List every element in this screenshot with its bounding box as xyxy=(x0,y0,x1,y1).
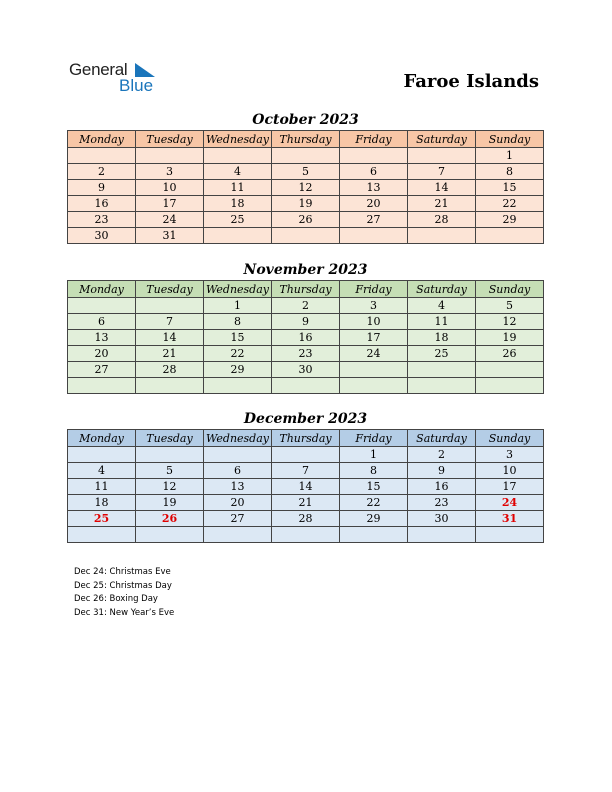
day-cell: 13 xyxy=(68,330,136,346)
day-cell: 20 xyxy=(204,495,272,511)
day-cell xyxy=(340,527,408,543)
day-cell: 7 xyxy=(272,463,340,479)
day-cell: 23 xyxy=(272,346,340,362)
day-cell: 19 xyxy=(272,196,340,212)
day-cell xyxy=(68,527,136,543)
day-cell: 2 xyxy=(408,447,476,463)
day-cell: 25 xyxy=(68,511,136,527)
day-cell: 2 xyxy=(68,164,136,180)
week-row xyxy=(68,212,544,228)
day-cell: 6 xyxy=(204,463,272,479)
day-cell: 6 xyxy=(68,314,136,330)
day-cell: 9 xyxy=(68,180,136,196)
day-cell xyxy=(204,228,272,244)
day-cell xyxy=(340,148,408,164)
day-cell: 1 xyxy=(204,298,272,314)
month-table xyxy=(67,429,544,543)
day-cell: 30 xyxy=(68,228,136,244)
day-cell: 15 xyxy=(204,330,272,346)
day-cell: 7 xyxy=(136,314,204,330)
day-cell: 2 xyxy=(272,298,340,314)
day-cell xyxy=(340,228,408,244)
day-cell: 16 xyxy=(68,196,136,212)
day-cell: 10 xyxy=(476,463,544,479)
day-cell: 17 xyxy=(476,479,544,495)
day-cell xyxy=(204,527,272,543)
day-cell: 22 xyxy=(476,196,544,212)
day-cell: 22 xyxy=(340,495,408,511)
day-cell: 12 xyxy=(476,314,544,330)
day-cell: 23 xyxy=(68,212,136,228)
day-cell: 22 xyxy=(204,346,272,362)
day-cell: 27 xyxy=(68,362,136,378)
day-cell: 4 xyxy=(68,463,136,479)
day-cell xyxy=(408,378,476,394)
day-cell: 12 xyxy=(136,479,204,495)
holiday-note: Dec 24: Christmas Eve xyxy=(74,567,171,577)
day-cell: 30 xyxy=(408,511,476,527)
day-cell xyxy=(476,527,544,543)
day-cell xyxy=(136,148,204,164)
week-row xyxy=(68,298,544,314)
day-cell: 27 xyxy=(204,511,272,527)
day-cell: 12 xyxy=(272,180,340,196)
country-title: Faroe Islands xyxy=(403,71,539,92)
weekday-header: Monday xyxy=(68,430,136,447)
week-row xyxy=(68,346,544,362)
day-cell xyxy=(68,148,136,164)
week-row xyxy=(68,527,544,543)
day-cell: 21 xyxy=(408,196,476,212)
month-title: November 2023 xyxy=(243,262,368,278)
weekday-header: Friday xyxy=(340,131,408,148)
month-calendar xyxy=(67,261,544,394)
day-cell xyxy=(476,378,544,394)
weekday-header: Wednesday xyxy=(204,281,272,298)
day-cell: 13 xyxy=(340,180,408,196)
day-cell xyxy=(204,447,272,463)
day-cell xyxy=(136,298,204,314)
logo-triangle-icon xyxy=(135,63,155,77)
day-cell: 1 xyxy=(476,148,544,164)
day-cell xyxy=(272,447,340,463)
holiday-note: Dec 26: Boxing Day xyxy=(74,594,158,604)
day-cell: 8 xyxy=(340,463,408,479)
weekday-header: Tuesday xyxy=(136,131,204,148)
logo-text-general: General xyxy=(69,60,128,79)
day-cell: 11 xyxy=(68,479,136,495)
month-calendar xyxy=(67,410,544,543)
day-cell: 3 xyxy=(340,298,408,314)
weekday-header: Thursday xyxy=(272,131,340,148)
holiday-note: Dec 25: Christmas Day xyxy=(74,580,172,591)
day-cell: 16 xyxy=(408,479,476,495)
week-row xyxy=(68,378,544,394)
day-cell xyxy=(204,148,272,164)
weekday-header-row xyxy=(68,131,544,148)
day-cell xyxy=(272,228,340,244)
weekday-header: Friday xyxy=(340,430,408,447)
day-cell: 27 xyxy=(340,212,408,228)
week-row xyxy=(68,479,544,495)
weekday-header: Monday xyxy=(68,281,136,298)
day-cell: 15 xyxy=(476,180,544,196)
day-cell xyxy=(340,378,408,394)
day-cell: 10 xyxy=(136,180,204,196)
weekday-header: Sunday xyxy=(476,131,544,148)
weekday-header: Saturday xyxy=(408,281,476,298)
day-cell xyxy=(136,527,204,543)
day-cell: 26 xyxy=(476,346,544,362)
day-cell: 1 xyxy=(340,447,408,463)
day-cell: 17 xyxy=(340,330,408,346)
weekday-header: Saturday xyxy=(408,131,476,148)
day-cell xyxy=(272,527,340,543)
day-cell: 21 xyxy=(136,346,204,362)
day-cell: 7 xyxy=(408,164,476,180)
day-cell: 3 xyxy=(476,447,544,463)
week-row xyxy=(68,228,544,244)
week-row xyxy=(68,196,544,212)
day-cell: 14 xyxy=(136,330,204,346)
day-cell: 18 xyxy=(408,330,476,346)
day-cell xyxy=(68,447,136,463)
day-cell: 19 xyxy=(476,330,544,346)
holiday-notes xyxy=(74,566,174,620)
day-cell xyxy=(408,527,476,543)
day-cell: 9 xyxy=(272,314,340,330)
day-cell: 20 xyxy=(68,346,136,362)
day-cell: 3 xyxy=(136,164,204,180)
holiday-note: Dec 31: New Year’s Eve xyxy=(74,607,175,618)
day-cell: 5 xyxy=(476,298,544,314)
month-title: December 2023 xyxy=(243,411,368,427)
day-cell xyxy=(476,228,544,244)
day-cell: 6 xyxy=(340,164,408,180)
day-cell: 31 xyxy=(476,511,544,527)
day-cell: 5 xyxy=(136,463,204,479)
month-table xyxy=(67,130,544,244)
weekday-header: Tuesday xyxy=(136,281,204,298)
month-table xyxy=(67,280,544,394)
day-cell: 4 xyxy=(408,298,476,314)
day-cell: 25 xyxy=(408,346,476,362)
day-cell: 18 xyxy=(68,495,136,511)
logo-text-blue: Blue xyxy=(119,76,154,95)
day-cell xyxy=(68,298,136,314)
day-cell: 29 xyxy=(204,362,272,378)
day-cell: 26 xyxy=(272,212,340,228)
month-calendar xyxy=(67,111,544,244)
weekday-header: Saturday xyxy=(408,430,476,447)
week-row xyxy=(68,511,544,527)
day-cell: 14 xyxy=(272,479,340,495)
day-cell: 18 xyxy=(204,196,272,212)
weekday-header: Sunday xyxy=(476,281,544,298)
month-title: October 2023 xyxy=(252,112,359,128)
day-cell: 24 xyxy=(136,212,204,228)
day-cell xyxy=(408,148,476,164)
day-cell: 11 xyxy=(204,180,272,196)
week-row xyxy=(68,148,544,164)
day-cell: 5 xyxy=(272,164,340,180)
weekday-header: Sunday xyxy=(476,430,544,447)
week-row xyxy=(68,447,544,463)
day-cell: 23 xyxy=(408,495,476,511)
day-cell: 28 xyxy=(272,511,340,527)
week-row xyxy=(68,180,544,196)
weekday-header: Wednesday xyxy=(204,131,272,148)
day-cell: 8 xyxy=(204,314,272,330)
day-cell: 20 xyxy=(340,196,408,212)
day-cell: 15 xyxy=(340,479,408,495)
day-cell: 8 xyxy=(476,164,544,180)
day-cell: 29 xyxy=(476,212,544,228)
day-cell xyxy=(68,378,136,394)
weekday-header-row xyxy=(68,430,544,447)
day-cell: 28 xyxy=(408,212,476,228)
day-cell xyxy=(136,378,204,394)
day-cell: 17 xyxy=(136,196,204,212)
generalblue-logo xyxy=(69,60,159,100)
weekday-header: Thursday xyxy=(272,430,340,447)
week-row xyxy=(68,463,544,479)
weekday-header: Friday xyxy=(340,281,408,298)
weekday-header: Tuesday xyxy=(136,430,204,447)
weekday-header: Monday xyxy=(68,131,136,148)
day-cell xyxy=(136,447,204,463)
weekday-header: Wednesday xyxy=(204,430,272,447)
day-cell: 26 xyxy=(136,511,204,527)
week-row xyxy=(68,164,544,180)
day-cell xyxy=(340,362,408,378)
week-row xyxy=(68,362,544,378)
weekday-header: Thursday xyxy=(272,281,340,298)
day-cell: 19 xyxy=(136,495,204,511)
day-cell xyxy=(272,378,340,394)
day-cell: 21 xyxy=(272,495,340,511)
day-cell: 28 xyxy=(136,362,204,378)
day-cell: 25 xyxy=(204,212,272,228)
day-cell: 31 xyxy=(136,228,204,244)
day-cell: 9 xyxy=(408,463,476,479)
week-row xyxy=(68,314,544,330)
week-row xyxy=(68,495,544,511)
day-cell: 30 xyxy=(272,362,340,378)
day-cell: 24 xyxy=(340,346,408,362)
week-row xyxy=(68,330,544,346)
day-cell: 13 xyxy=(204,479,272,495)
day-cell: 10 xyxy=(340,314,408,330)
day-cell: 29 xyxy=(340,511,408,527)
day-cell: 24 xyxy=(476,495,544,511)
day-cell xyxy=(408,362,476,378)
day-cell xyxy=(476,362,544,378)
day-cell: 16 xyxy=(272,330,340,346)
weekday-header-row xyxy=(68,281,544,298)
day-cell: 11 xyxy=(408,314,476,330)
day-cell xyxy=(408,228,476,244)
day-cell xyxy=(272,148,340,164)
day-cell xyxy=(204,378,272,394)
day-cell: 14 xyxy=(408,180,476,196)
day-cell: 4 xyxy=(204,164,272,180)
